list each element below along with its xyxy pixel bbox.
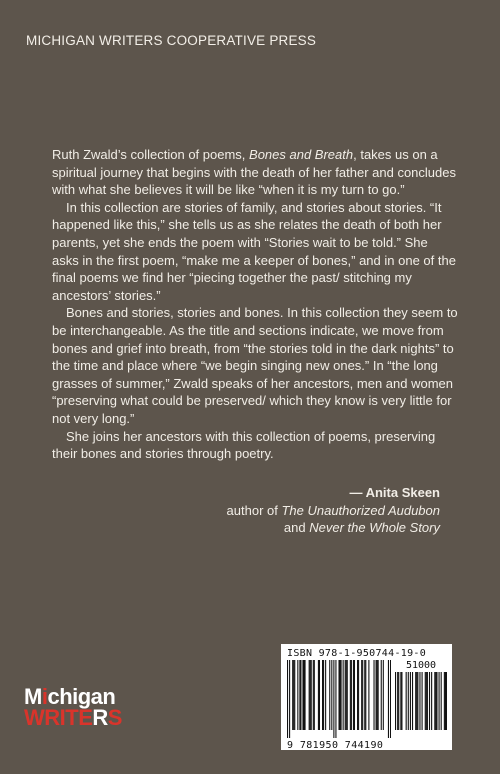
barcode-bar	[436, 672, 437, 730]
barcode-bar	[431, 672, 432, 730]
barcode-bar	[305, 660, 306, 730]
barcode-bar	[400, 672, 401, 730]
barcode-bar	[350, 660, 351, 730]
barcode-bar	[425, 672, 426, 730]
blurb-paragraph-3: Bones and stories, stories and bones. In this collection they seem to be interchangeable. As the title and sections indicate, we move from bones and grief into breath, from “the stories told in the dark nights” to the time and place where “we begin singing new ones.” In “the long grasses of summer,” Zwald speaks of her ancestors, men and women “preserving what could be preserved/ which they know is very little for not very long.”	[52, 305, 458, 426]
price-addon-code: 51000	[405, 660, 437, 671]
blurb-paragraph-2: In this collection are stories of family, and stories about stories. “It happened like this,” she tells us as she relates the death of both her parents, yet she ends the poem with “Stories wait to be told.” She asks in the first poem, “make me a keeper of bones,” and in one of the final poems we find her “piecing together the past/ stitching my ancestors’ stories.”	[52, 199, 456, 303]
barcode-bar	[300, 660, 301, 730]
barcode-bar	[416, 672, 417, 730]
barcode-bar	[294, 660, 295, 730]
ean-barcode-bars	[287, 660, 391, 738]
barcode-bar	[434, 672, 435, 730]
publisher-name: MICHIGAN WRITERS COOPERATIVE PRESS	[26, 33, 317, 48]
book-title: Bones and Breath	[249, 147, 354, 162]
barcode-bar	[289, 660, 290, 738]
barcode-bar	[364, 660, 365, 730]
barcode-bar	[429, 672, 430, 730]
barcode-bar	[390, 660, 391, 738]
attribution	[227, 484, 440, 537]
addon-barcode-bars	[395, 672, 447, 738]
barcode-bar	[292, 660, 293, 730]
barcode-bar	[397, 672, 398, 730]
isbn-barcode	[281, 644, 452, 750]
barcode-bar	[358, 660, 359, 730]
barcode-bar	[377, 660, 378, 730]
barcode-bar	[388, 660, 389, 738]
barcode-bar	[310, 660, 311, 730]
barcode-bar	[329, 660, 330, 730]
blurb-paragraph-1: Ruth Zwald’s collection of poems, Bones and Breath, takes us on a spiritual journey that begins with the death of her father and concludes with what she believes it will be like “when it is my turn to go.”	[52, 147, 456, 198]
attribution-credit-2: and Never the Whole Story	[283, 520, 440, 536]
barcode-bar	[362, 660, 363, 730]
barcode-bar	[373, 660, 374, 730]
barcode-bar	[299, 660, 300, 730]
barcode-bar	[353, 660, 354, 730]
barcode-bar	[357, 660, 358, 730]
ean-digits: 9 781950 744190	[287, 740, 384, 751]
barcode-bar	[314, 660, 315, 730]
barcode-bar	[311, 660, 312, 730]
barcode-bar	[343, 660, 344, 730]
barcode-bar	[354, 660, 355, 730]
barcode-bar	[347, 660, 348, 730]
barcode-bar	[383, 660, 384, 730]
barcode-bar	[323, 660, 324, 730]
barcode-bar	[406, 672, 407, 730]
barcode-bar	[368, 660, 369, 730]
barcode-bar	[422, 672, 423, 730]
barcode-bar	[340, 660, 341, 730]
barcode-bar	[319, 660, 320, 730]
barcode-bar	[287, 660, 288, 738]
barcode-bar	[395, 672, 396, 730]
barcode-bar	[426, 672, 427, 730]
barcode-bar	[297, 660, 298, 730]
barcode-bar	[444, 672, 445, 730]
barcode-bar	[333, 660, 334, 738]
barcode-bar	[441, 672, 442, 730]
barcode-bar	[417, 672, 418, 730]
blurb-paragraph-4: She joins her ancestors with this collection of poems, preserving their bones and stories through poetry.	[52, 428, 436, 462]
barcode-bar	[435, 672, 436, 730]
barcode-bar	[427, 672, 428, 730]
barcode-bar	[341, 660, 342, 730]
barcode-bar	[309, 660, 310, 730]
barcode-bar	[325, 660, 326, 730]
barcode-bar	[408, 672, 409, 730]
barcode-bar	[415, 672, 416, 730]
attribution-credit-1: author of The Unauthorized Audubon	[226, 502, 440, 518]
back-cover-blurb	[52, 146, 458, 463]
michigan-writers-logo: Michigan WRITERS	[24, 684, 122, 730]
barcode-bar	[398, 672, 399, 730]
barcode-bar	[361, 660, 362, 730]
barcode-bar	[410, 672, 411, 730]
barcode-bar	[365, 660, 366, 730]
barcode-bar	[322, 660, 323, 730]
barcode-bar	[346, 660, 347, 730]
barcode-bar	[378, 660, 379, 730]
barcode-bar	[318, 660, 319, 730]
barcode-bar	[419, 672, 420, 730]
isbn-number: ISBN 978-1-950744-19-0	[287, 648, 427, 659]
barcode-bar	[401, 672, 402, 730]
barcode-bar	[446, 672, 447, 730]
barcode-bar	[351, 660, 352, 730]
barcode-bar	[331, 660, 332, 730]
barcode-bar	[381, 660, 382, 730]
barcode-bar	[445, 672, 446, 730]
barcode-bar	[335, 660, 336, 738]
barcode-bar	[303, 660, 304, 730]
barcode-bar	[313, 660, 314, 730]
barcode-bar	[376, 660, 377, 730]
barcode-bar	[345, 660, 346, 730]
attribution-name: — Anita Skeen	[349, 485, 440, 500]
barcode-bar	[439, 672, 440, 730]
barcode-bar	[338, 660, 339, 730]
barcode-bar	[302, 660, 303, 730]
barcode-bar	[412, 672, 413, 730]
barcode-bar	[293, 660, 294, 730]
